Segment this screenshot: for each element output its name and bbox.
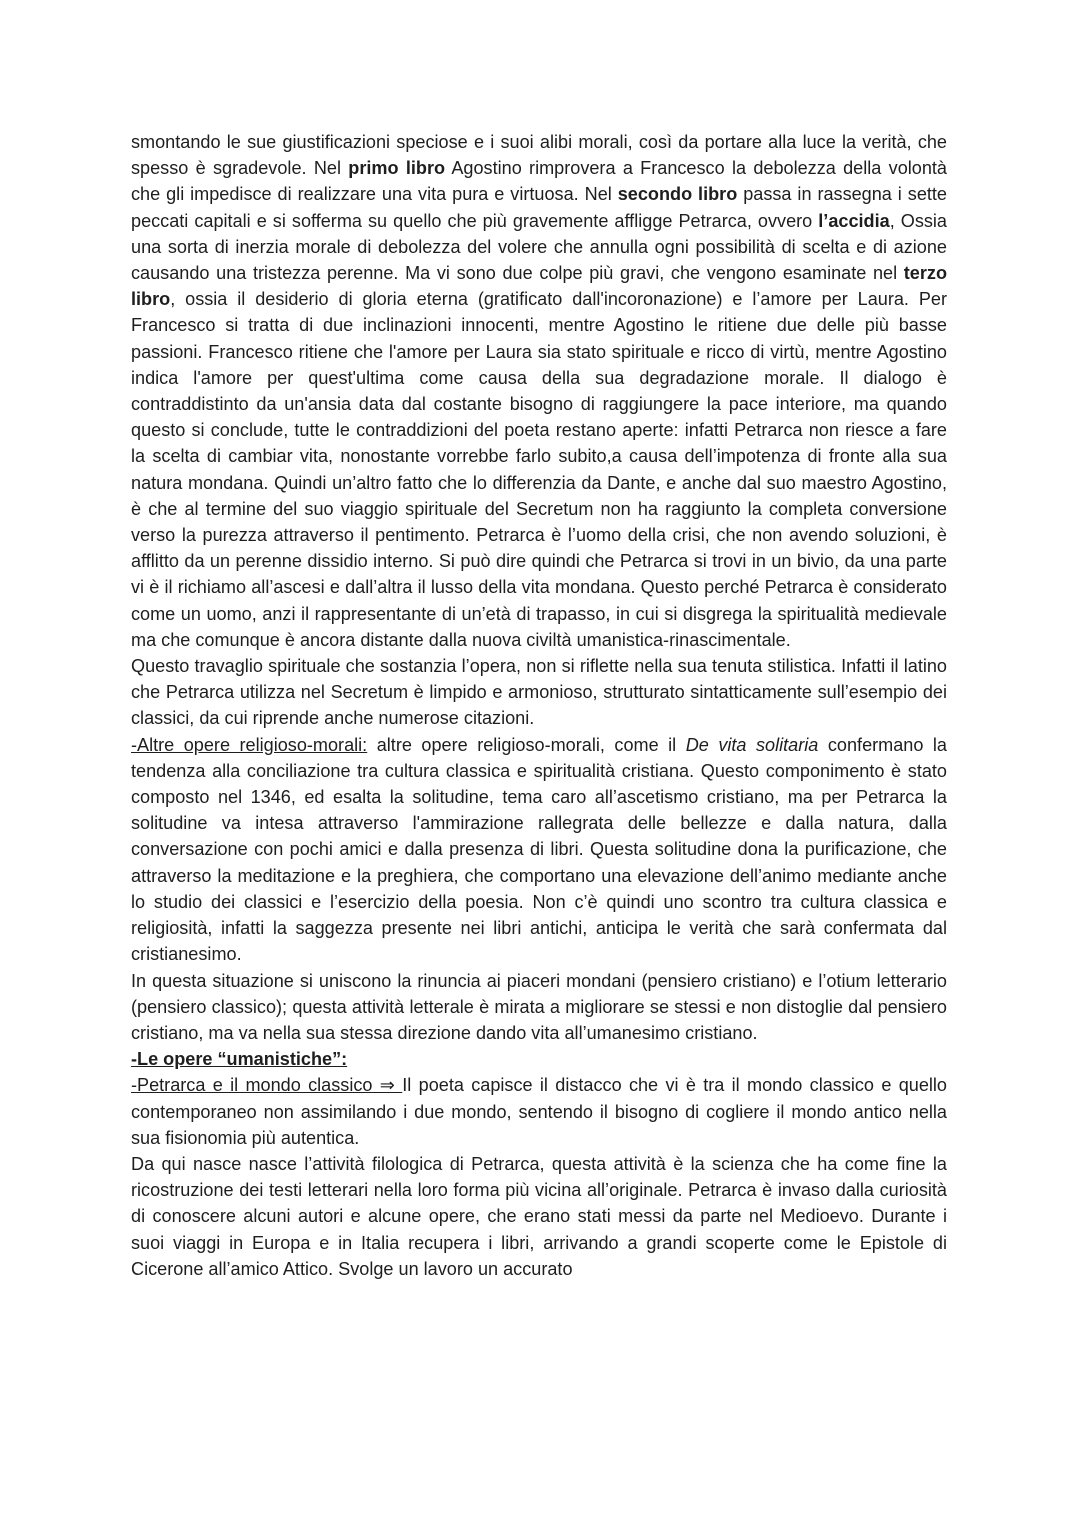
bold-accidia: l’accidia bbox=[818, 210, 890, 231]
bold-secondo-libro: secondo libro bbox=[617, 184, 738, 205]
paragraph-secretum: smontando le sue giustificazioni speciose e i suoi alibi morali, così da portare alla luce la verità, che spesso è sgradevole. Nel primo libro Agostino rimprovera a Francesco la debolezza della volontà che gli impedisce di realizzare una vita pura e virtuosa. Nel secondo libro passa in rassegna i sette peccati capitali e si sofferma su quello che più gravemente affligge Petrarca, ovvero l’accidia, Ossia una sorta di inerzia morale di debolezza del volere che annulla ogni possibilità di scelta e di azione causando una tristezza perenne. Ma vi sono due colpe più gravi, che vengono esaminate nel terzo libro, ossia il desiderio di gloria eterna (gratificato dall'incoronazione) e l’amore per Laura. Per Francesco si tratta di due inclinazioni innocenti, mentre Agostino le ritiene due delle più basse passioni. Francesco ritiene che l'amore per Laura sia stato spirituale e ricco di virtù, mentre Agostino indica l'amore per quest'ultima come causa della sua degradazione morale. Il dialogo è contraddistinto da un'ansia data dal costante bisogno di raggiungere la pace interiore, ma quando questo si conclude, tutte le contraddizioni del poeta restano aperte: infatti Petrarca non riesce a fare la scelta di cambiar vita, nonostante vorrebbe farlo subito,a causa dell’impotenza di fronte alla sua natura mondana. Quindi un’altro fatto che lo differenzia da Dante, e anche dal suo maestro Agostino, è che al termine del suo viaggio spirituale del Secretum non ha raggiunto la completa conversione verso la purezza attraverso il pentimento. Petrarca è l’uomo della crisi, che non avendo soluzioni, è afflitto da un perenne dissidio interno. Si può dire quindi che Petrarca si trovi in un bivio, da una parte vi è il richiamo all’ascesi e dall’altra il lusso della vita mondana. Questo perché Petrarca è considerato come un uomo, anzi il rappresentante di un’età di trapasso, in cui si disgrega la spiritualità medievale ma che comunque è ancora distante dalla nuova civiltà umanistica-rinascimentale. bbox=[131, 132, 947, 650]
paragraph-filologia: Da qui nasce nasce l’attività filologica di Petrarca, questa attività è la scienza che ha come fine la ricostruzione dei testi letterari nella loro forma più vicina all’originale. Petrarca è invaso dalla curiosità di conoscere alcuni autori e alcune opere, che erano stati messi da parte nel Medioevo. Durante i suoi viaggi in Europa e in Italia recupera i libri, arrivando a grandi scoperte come le Epistole di Cicerone all’amico Attico. Svolge un lavoro un accurato bbox=[131, 1153, 947, 1279]
paragraph-altre-opere: -Altre opere religioso-morali: altre opere religioso-morali, come il De vita solitaria confermano la tendenza alla conciliazione tra cultura classica e spiritualità cristiana. Questo componimento è stato composto nel 1346, ed esalta la solitudine, tema caro all’ascetismo cristiano, ma per Petrarca la solitudine va intesa attraverso l'ammirazione rallegrata delle bellezze e dalla natura, dalla conversazione con pochi amici e dalla presenza di libri. Questa solitudine dona la purificazione, che attraverso la meditazione e la preghiera, che comportano una elevazione dell’animo mediante anche lo studio dei classici e l’esercizio della poesia. Non c’è quindi uno scontro tra cultura classica e religiosità, infatti la saggezza presente nei libri antichi, anticipa le verità che sarà confermata dal cristianesimo. bbox=[131, 734, 947, 965]
paragraph-stile: Questo travaglio spirituale che sostanzia l’opera, non si riflette nella sua tenuta stilistica. Infatti il latino che Petrarca utilizza nel Secretum è limpido e armonioso, strutturato sintatticamente sull’esempio dei classici, da cui riprende anche numerose citazioni. bbox=[131, 656, 947, 729]
paragraph-mondo-classico: -Petrarca e il mondo classico ⇒ Il poeta capisce il distacco che vi è tra il mondo classico e quello contemporaneo non assimilando i due mondo, sentendo il bisogno di cogliere il mondo antico nella sua fisionomia più autentica. bbox=[131, 1075, 947, 1148]
bold-terzo-libro: terzo libro bbox=[131, 263, 947, 310]
paragraph-otium: In questa situazione si uniscono la rinuncia ai piaceri mondani (pensiero cristiano) e l’otium letterario (pensiero classico); questa attività letterale è mirata a migliorare se stessi e non distoglie dal pensiero cristiano, ma va nella sua stessa direzione dando vita all’umanesimo cristiano. bbox=[131, 970, 947, 1043]
bold-primo-libro: primo libro bbox=[348, 158, 446, 179]
subheading-mondo-classico: -Petrarca e il mondo classico ⇒ bbox=[131, 1075, 403, 1096]
section-heading-umanistiche: -Le opere “umanistiche”: bbox=[131, 1049, 348, 1070]
document-page bbox=[131, 129, 947, 1282]
subheading-altre-opere: -Altre opere religioso-morali: bbox=[131, 734, 368, 755]
title-de-vita-solitaria: De vita solitaria bbox=[685, 734, 819, 755]
